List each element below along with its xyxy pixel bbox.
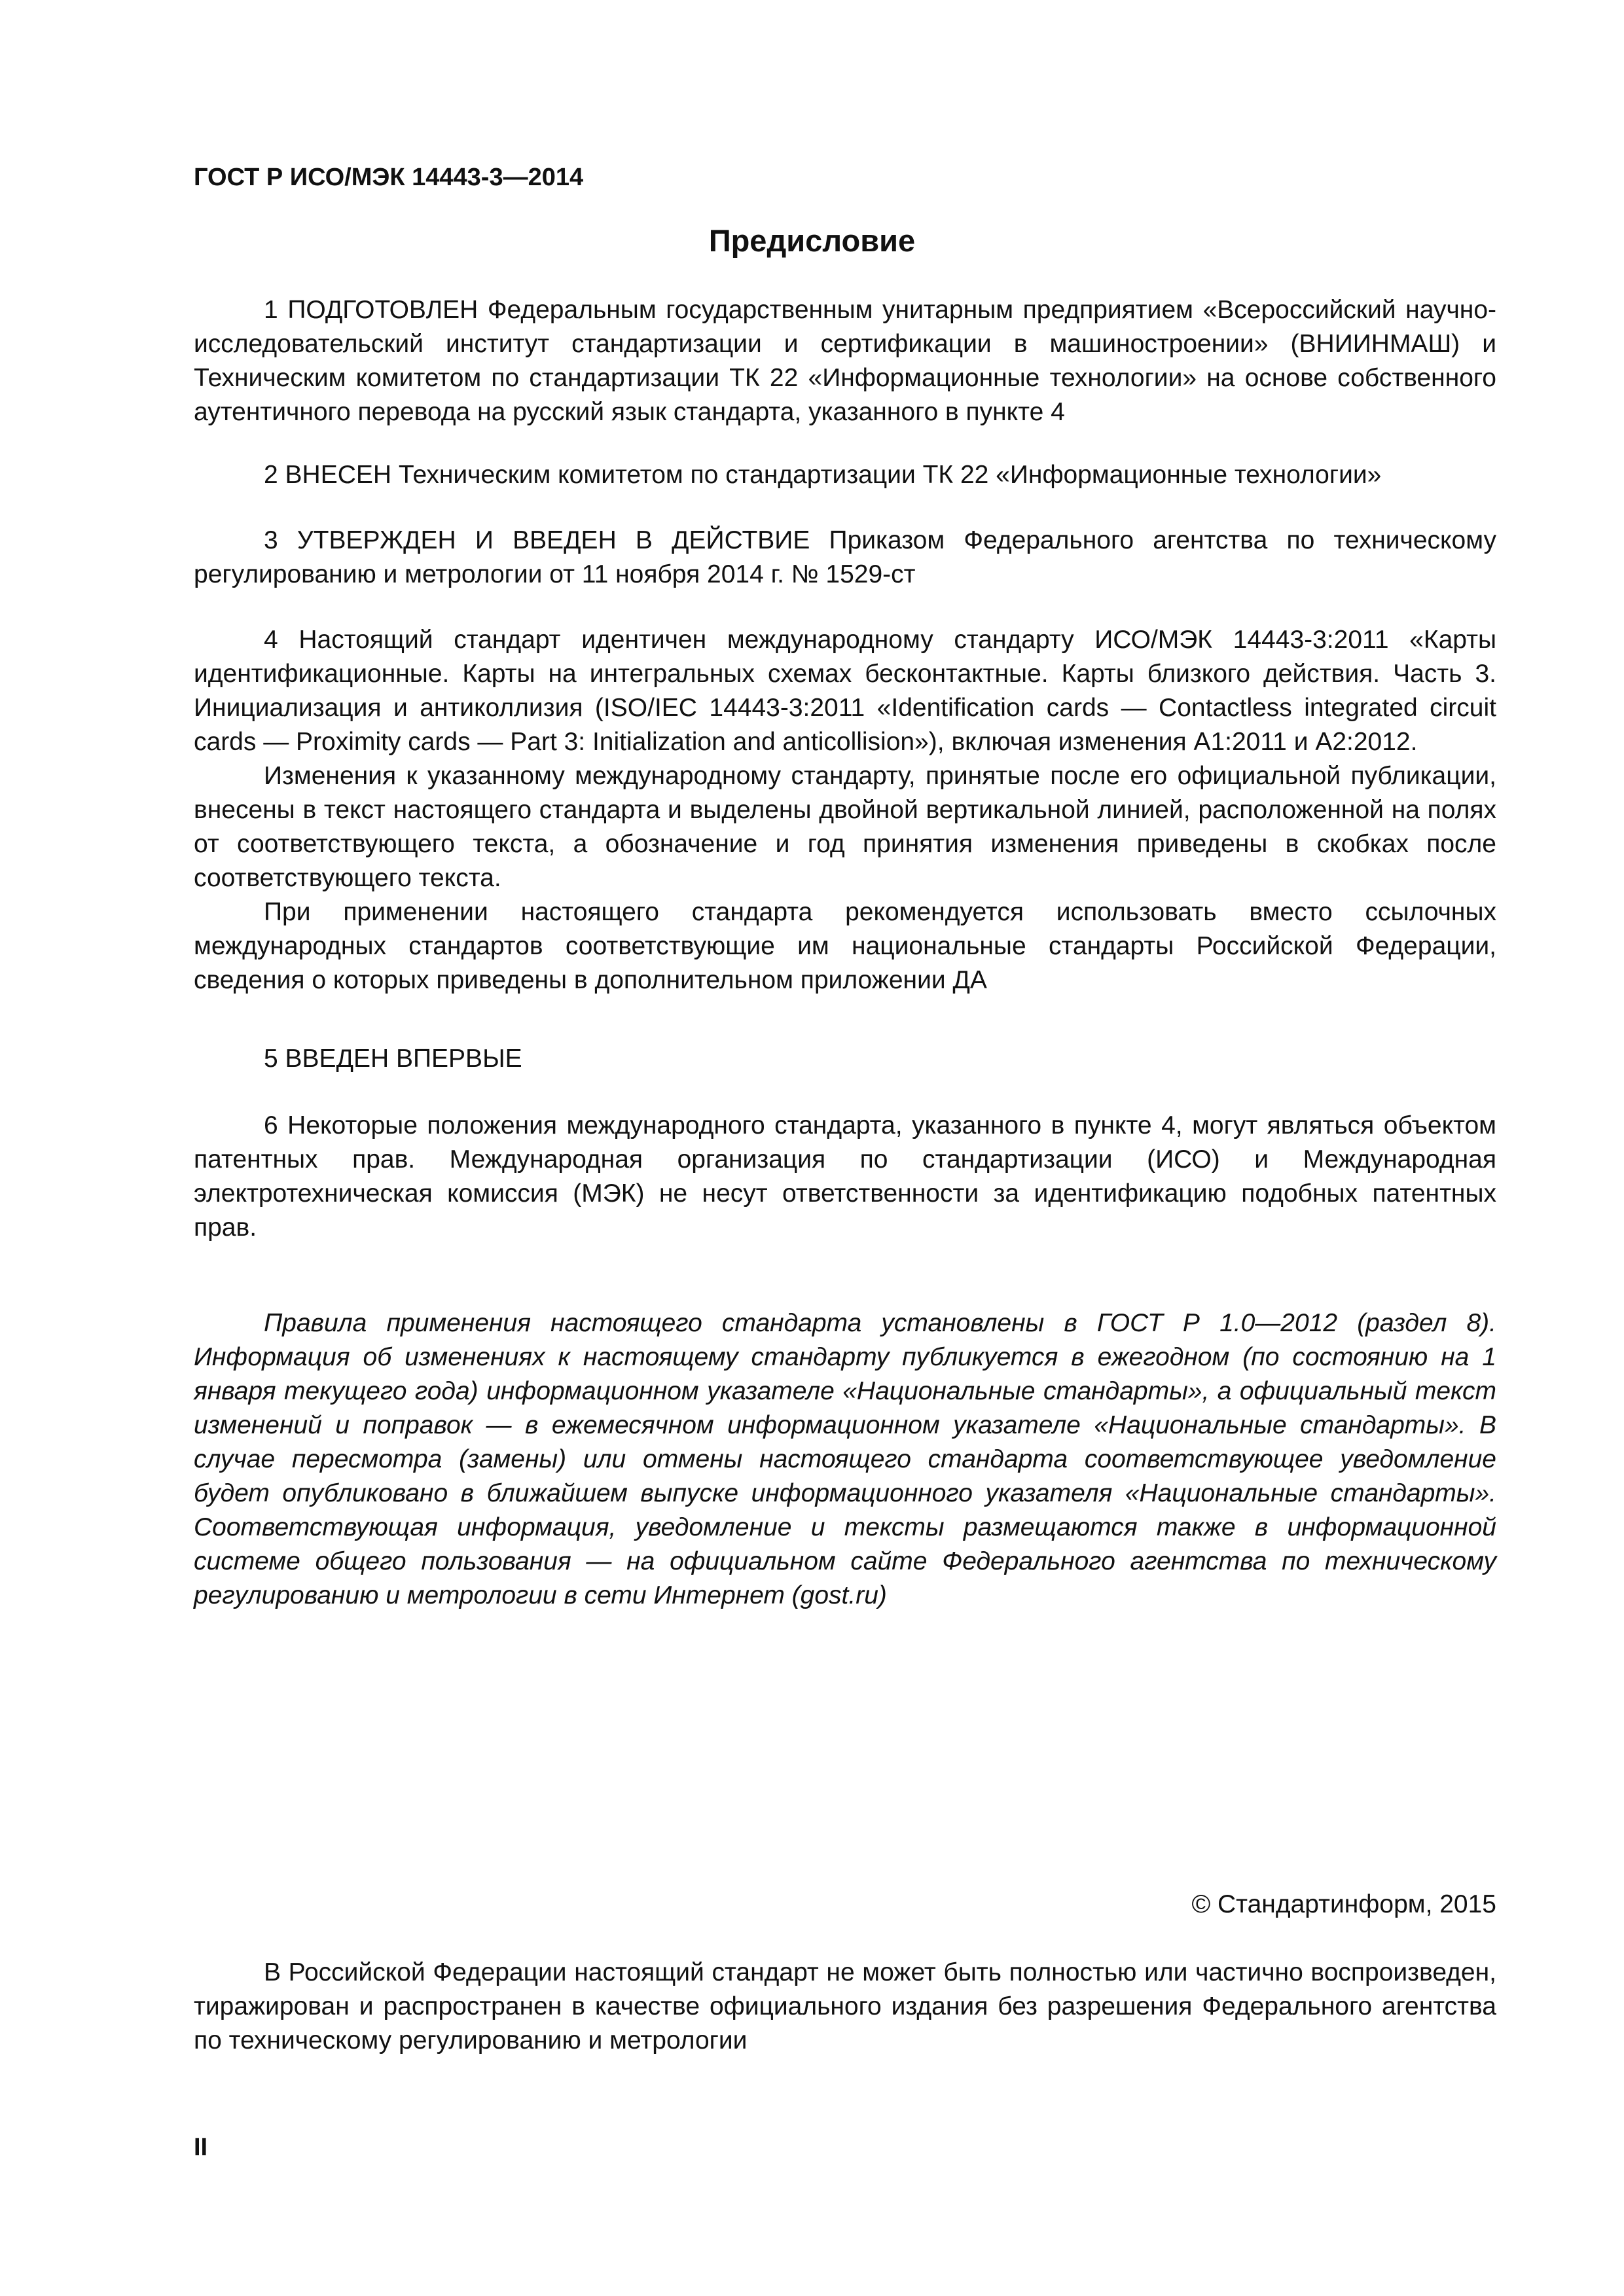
foreword-item-2-text: 2 ВНЕСЕН Техническим комитетом по стандартизации ТК 22 «Информационные технологии» xyxy=(264,461,1382,489)
document-header: ГОСТ Р ИСО/МЭК 14443-3—2014 xyxy=(194,164,584,191)
foreword-item-3-text: 3 УТВЕРЖДЕН И ВВЕДЕН В ДЕЙСТВИЕ Приказом Федерального агентства по техническому регулированию и метрологии от 11 ноября 2014 г. № 1529-ст xyxy=(194,526,1496,588)
foreword-item-4 xyxy=(194,623,1496,997)
foreword-item-1 xyxy=(194,293,1496,429)
page-title: Предисловие xyxy=(708,223,916,258)
page-number: II xyxy=(194,2134,208,2161)
application-rules-text: Правила применения настоящего стандарта установлены в ГОСТ Р 1.0—2012 (раздел 8). Информация об изменениях к настоящему стандарту публикуется в ежегодном (по состоянию на 1 января текущего года) информационном указателе «Национальные стандарты», а официальный текст изменений и поправок — в ежемесячном информационном указателе «Национальные стандарты». В случае пересмотра (замены) или отмены настоящего стандарта соответствующее уведомление будет опубликовано в ближайшем выпуске информационного указателя «Национальные стандарты». Соответствующая информация, уведомление и тексты размещаются также в информационной системе общего пользования — на официальном сайте Федерального агентства по техническому регулированию и метрологии в сети Интернет (gost.ru) xyxy=(194,1309,1496,1609)
foreword-item-1-text: 1 ПОДГОТОВЛЕН Федеральным государственным унитарным предприятием «Всероссийский научно-исследовательский институт стандартизации и сертификации в машиностроении» (ВНИИНМАШ) и Техническим комитетом по стандартизации ТК 22 «Информационные технологии» на основе собственного аутентичного перевода на русский язык стандарта, указанного в пункте 4 xyxy=(194,296,1496,426)
foreword-item-5 xyxy=(194,1042,1496,1076)
foreword-item-4-paragraph-2: Изменения к указанному международному стандарту, принятые после его официальной публикации, внесены в текст настоящего стандарта и выделены двойной вертикальной линией, расположенной на полях от соответствующего текста, а обозначение и год принятия изменения приведены в скобках после соответствующего текста. xyxy=(194,762,1496,892)
foreword-item-2 xyxy=(194,458,1496,492)
reproduction-notice xyxy=(194,1956,1496,2058)
foreword-item-4-paragraph-3: При применении настоящего стандарта рекомендуется использовать вместо ссылочных международных стандартов соответствующие им национальные стандарты Российской Федерации, сведения о которых приведены в дополнительном приложении ДА xyxy=(194,898,1496,994)
foreword-item-5-text: 5 ВВЕДЕН ВПЕРВЫЕ xyxy=(264,1045,522,1073)
reproduction-notice-text: В Российской Федерации настоящий стандарт не может быть полностью или частично воспроизведен, тиражирован и распространен в качестве официального издания без разрешения Федерального агентства по техническому регулированию и метрологии xyxy=(194,1958,1496,2054)
foreword-item-4-paragraph-1: 4 Настоящий стандарт идентичен международному стандарту ИСО/МЭК 14443-3:2011 «Карты идентификационные. Карты на интегральных схемах бесконтактные. Карты близкого действия. Часть 3. Инициализация и антиколлизия (ISO/IEC 14443-3:2011 «Identification cards — Contactless integrated circuit cards — Proximity cards — Part 3: Initialization and anticollision»), включая изменения А1:2011 и А2:2012. xyxy=(194,626,1496,756)
application-rules-note xyxy=(194,1306,1496,1613)
copyright-notice: © Стандартинформ, 2015 xyxy=(1191,1890,1496,1918)
foreword-item-6 xyxy=(194,1109,1496,1245)
foreword-item-6-text: 6 Некоторые положения международного стандарта, указанного в пункте 4, могут являться объектом патентных прав. Международная организация по стандартизации (ИСО) и Международная электротехническая комиссия (МЭК) не несут ответственности за идентификацию подобных патентных прав. xyxy=(194,1111,1496,1242)
foreword-item-3 xyxy=(194,524,1496,592)
